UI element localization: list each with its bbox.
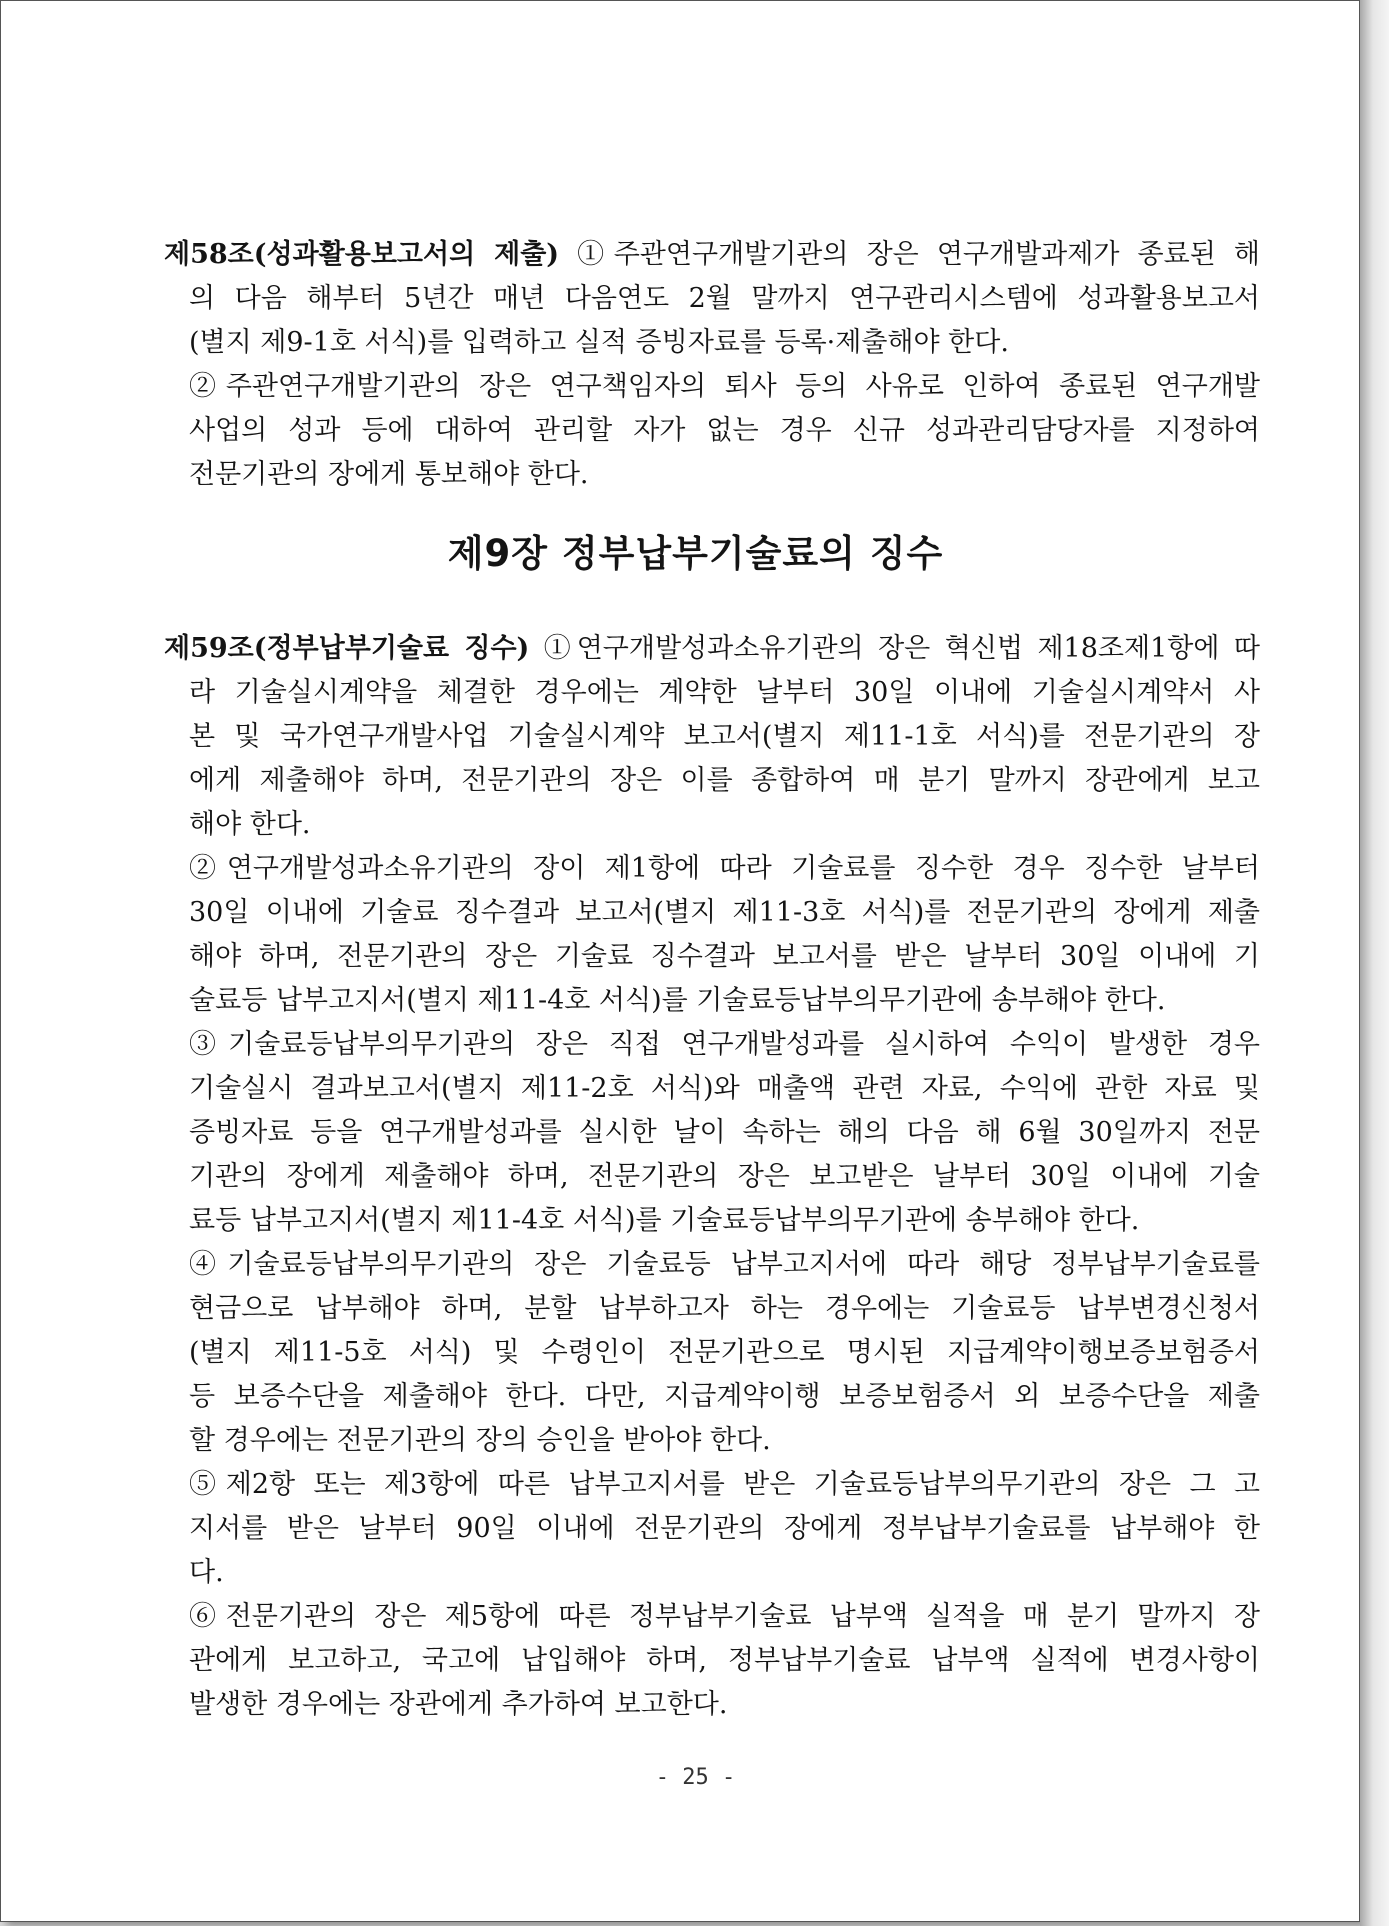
article-59-line-2: 라 기술실시계약을 체결한 경우에는 계약한 날부터 30일 이내에 기술실시계약서 사	[189, 677, 1260, 708]
article-59-line-1-text: ①연구개발성과소유기관의 장은 혁신법 제18조제1항에 따	[529, 633, 1260, 664]
article-59-line-20: ⑤제2항 또는 제3항에 따른 납부고지서를 받은 기술료등납부의무기관의 장은 그 고	[189, 1469, 1260, 1500]
article-59-line-24: 관에게 보고하고, 국고에 납입해야 하며, 정부납부기술료 납부액 실적에 변경사항이	[189, 1645, 1260, 1676]
article-59-line-15: ④기술료등납부의무기관의 장은 기술료등 납부고지서에 따라 해당 정부납부기술료를	[189, 1249, 1260, 1280]
article-59-line-3: 본 및 국가연구개발사업 기술실시계약 보고서(별지 제11-1호 서식)를 전문기관의 장	[189, 721, 1260, 752]
article-59-line-22: 다.	[189, 1557, 224, 1588]
article-59-line-16: 현금으로 납부해야 하며, 분할 납부하고자 하는 경우에는 기술료등 납부변경신청서	[189, 1293, 1260, 1324]
article-59-line-13: 기관의 장에게 제출해야 하며, 전문기관의 장은 보고받은 날부터 30일 이내에 기술	[189, 1161, 1260, 1192]
article-59-line-17: (별지 제11-5호 서식) 및 수령인이 전문기관으로 명시된 지급계약이행보증보험증서	[189, 1337, 1260, 1368]
article-59-line-12: 증빙자료 등을 연구개발성과를 실시한 날이 속하는 해의 다음 해 6월 30일까지 전문	[189, 1117, 1260, 1148]
article-58-title: 제58조(성과활용보고서의 제출)	[164, 239, 560, 270]
article-59-line-9: 술료등 납부고지서(별지 제11-4호 서식)를 기술료등납부의무기관에 송부해야 한다.	[189, 985, 1166, 1016]
article-59-line-11: 기술실시 결과보고서(별지 제11-2호 서식)와 매출액 관련 자료, 수익에 관한 자료 및	[189, 1073, 1260, 1104]
article-59-title: 제59조(정부납부기술료 징수)	[164, 633, 530, 664]
article-59-line-18: 등 보증수단을 제출해야 한다. 다만, 지급계약이행 보증보험증서 외 보증수단을 제출	[189, 1381, 1260, 1412]
article-58-line-1	[164, 237, 1260, 273]
article-59-line-21: 지서를 받은 날부터 90일 이내에 전문기관의 장에게 정부납부기술료를 납부해야 한	[189, 1513, 1260, 1544]
article-59-line-23: ⑥전문기관의 장은 제5항에 따른 정부납부기술료 납부액 실적을 매 분기 말까지 장	[189, 1601, 1260, 1632]
article-58-line-4: ②주관연구개발기관의 장은 연구책임자의 퇴사 등의 사유로 인하여 종료된 연구개발	[189, 371, 1260, 402]
article-58-line-3: (별지 제9-1호 서식)를 입력하고 실적 증빙자료를 등록·제출해야 한다.	[189, 327, 1009, 358]
article-59-line-10: ③기술료등납부의무기관의 장은 직접 연구개발성과를 실시하여 수익이 발생한 경우	[189, 1029, 1260, 1060]
article-59-line-19: 할 경우에는 전문기관의 장의 승인을 받아야 한다.	[189, 1425, 771, 1456]
page-number: - 25 -	[655, 1765, 736, 1790]
article-59-line-4: 에게 제출해야 하며, 전문기관의 장은 이를 종합하여 매 분기 말까지 장관에게 보고	[189, 765, 1260, 796]
article-59-line-25: 발생한 경우에는 장관에게 추가하여 보고한다.	[189, 1689, 728, 1720]
article-58-line-5: 사업의 성과 등에 대하여 관리할 자가 없는 경우 신규 성과관리담당자를 지정하여	[189, 415, 1260, 446]
article-59-line-6: ②연구개발성과소유기관의 장이 제1항에 따라 기술료를 징수한 경우 징수한 날부터	[189, 853, 1260, 884]
article-58-line-1-text: ①주관연구개발기관의 장은 연구개발과제가 종료된 해	[559, 239, 1260, 270]
article-59-line-7: 30일 이내에 기술료 징수결과 보고서(별지 제11-3호 서식)를 전문기관의 장에게 제출	[189, 897, 1260, 928]
article-59-line-14: 료등 납부고지서(별지 제11-4호 서식)를 기술료등납부의무기관에 송부해야 한다.	[189, 1205, 1140, 1236]
article-58-line-6: 전문기관의 장에게 통보해야 한다.	[189, 459, 589, 490]
article-59-line-5: 해야 한다.	[189, 809, 311, 840]
article-59-line-1	[164, 631, 1260, 667]
article-58-line-2: 의 다음 해부터 5년간 매년 다음연도 2월 말까지 연구관리시스템에 성과활용보고서	[189, 283, 1260, 314]
article-59-line-8: 해야 하며, 전문기관의 장은 기술료 징수결과 보고서를 받은 날부터 30일 이내에 기	[189, 941, 1260, 972]
page-edge-shadow	[1360, 0, 1389, 1926]
chapter-heading: 제9장 정부납부기술료의 징수	[447, 532, 944, 575]
